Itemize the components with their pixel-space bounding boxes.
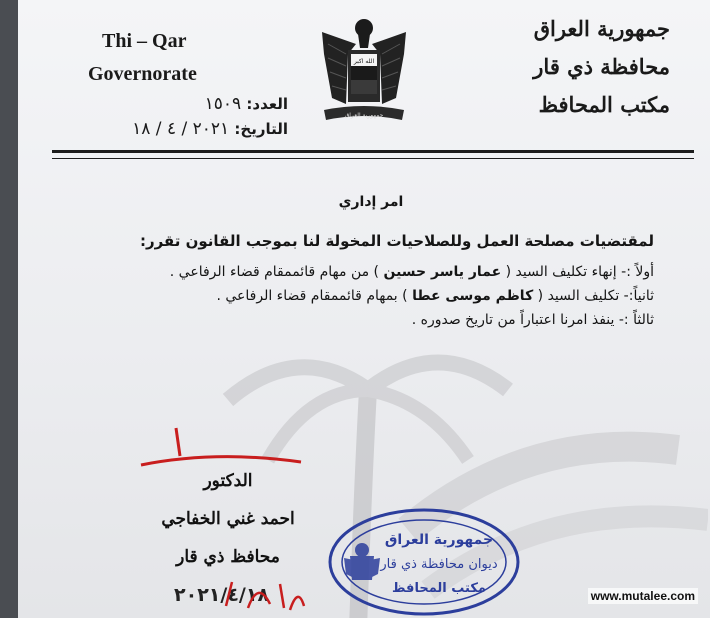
header-divider-thin [52,158,694,159]
english-letterhead-line-2: Governorate [88,63,197,85]
reference-date [98,117,288,142]
official-stamp [324,500,524,618]
item-2-prefix: ثانياً:- تكليف السيد ( [537,288,654,304]
signatory-title: الدكتور [203,471,253,491]
letterhead-line-3: مكتب المحافظ [538,92,670,117]
signature-date: ٢٠٢١/٤/١٨ [174,584,270,606]
handwritten-date-mark [218,576,308,616]
item-1-prefix: أولاً :- إنهاء تكليف السيد ( [505,264,654,280]
order-item-2 [88,284,654,308]
iraq-eagle-emblem-icon [318,14,410,126]
website-watermark: www.mutalee.com [588,588,698,604]
reference-block [98,92,288,142]
number-value: ١٥٠٩ [204,94,242,114]
emblem-banner-text: جمهورية العراق [344,112,384,119]
stamp-line-1: جمهورية العراق [384,532,494,548]
stamp-line-3: مكتب المحافظ [392,581,486,596]
signature-block [128,462,328,576]
order-title: امر إداري [338,194,404,210]
order-item-3: ثالثاً :- ينفذ امرنا اعتباراً من تاريخ صدوره . [411,312,654,328]
item-2-suffix: ) بمهام قائممقام قضاء الرفاعي . [216,288,408,304]
document-body [88,194,654,332]
number-label: العدد: [246,95,288,113]
item-2-name: كاظم موسى عطا [412,288,534,304]
signatory-name: احمد غني الخفاجي [161,509,295,529]
order-item-1 [88,260,654,284]
english-letterhead-line-1: Thi – Qar [102,30,187,52]
date-label: التاريخ: [234,120,288,138]
header-divider-thick [52,150,694,153]
signatory-position: محافظ ذي قار [176,547,280,567]
item-1-suffix: ) من مهام قائممقام قضاء الرفاعي . [169,264,380,280]
order-intro: لمقتضيات مصلحة العمل وللصلاحيات المخولة لنا بموجب القانون تقرر: [139,232,654,250]
emblem-inscription: الله اكبر [353,58,375,65]
letterhead-line-1: جمهورية العراق [533,16,670,41]
english-letterhead [88,30,197,86]
reference-number [98,92,288,117]
item-1-name: عمار ياسر حسين [383,264,502,280]
document-page [18,0,710,618]
date-value: ٢٠٢١ / ٤ / ١٨ [132,119,230,139]
letterhead-line-2: محافظة ذي قار [533,54,670,79]
stamp-line-2: ديوان محافظة ذي قار [380,557,498,572]
arabic-letterhead [533,10,670,124]
